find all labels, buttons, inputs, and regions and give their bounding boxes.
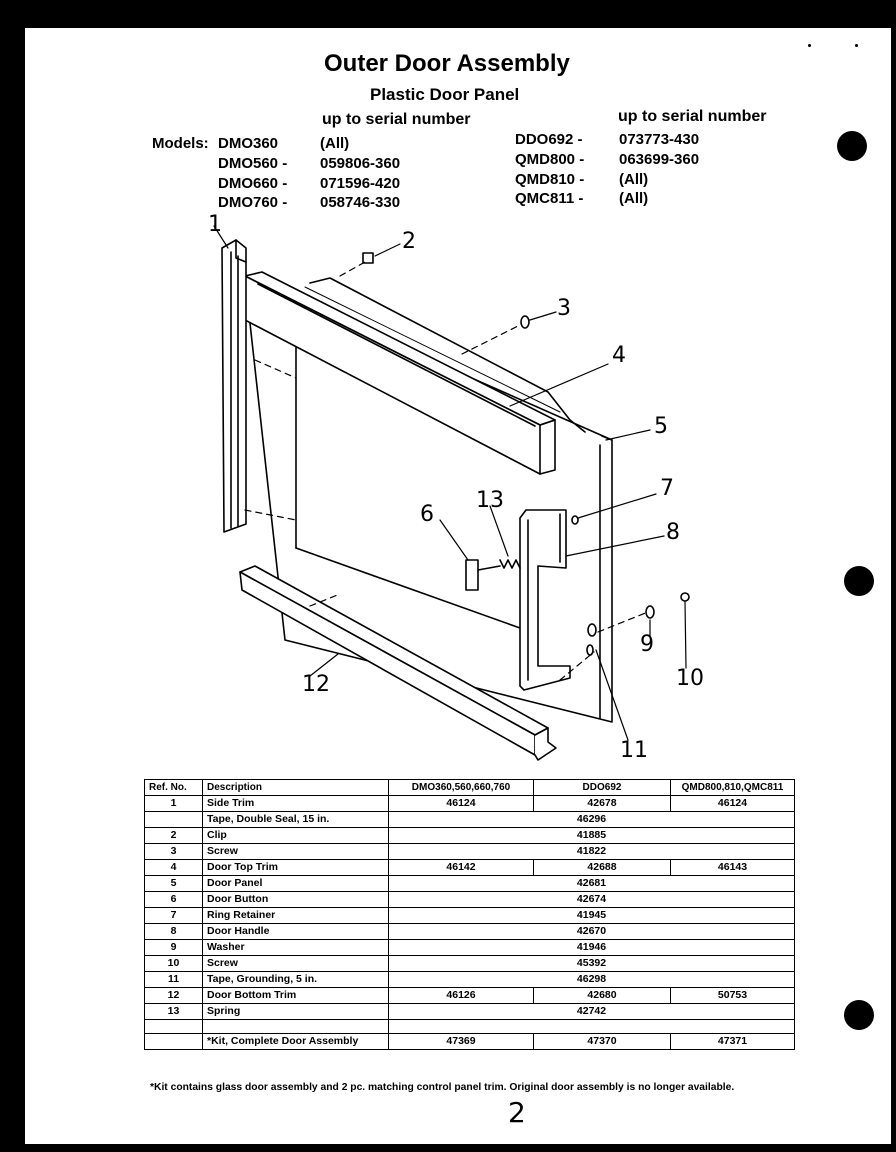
part-number-cell: 42742 <box>389 1004 795 1020</box>
table-row <box>145 876 795 892</box>
part-number-cell: 45392 <box>389 956 795 972</box>
description-cell: Clip <box>203 828 389 844</box>
model-name: DMO360 <box>218 135 279 152</box>
model-name: DDO692 - <box>515 131 583 148</box>
model-serial: (All) <box>619 190 649 207</box>
model-serial: 059806-360 <box>320 155 401 172</box>
table-row <box>145 812 795 828</box>
callout-label: 2 <box>402 229 416 254</box>
ref-cell: 2 <box>145 828 203 844</box>
part-number-cell: 42674 <box>389 892 795 908</box>
ref-cell: 9 <box>145 940 203 956</box>
part-number-cell <box>389 1020 795 1034</box>
table-row <box>145 1004 795 1020</box>
model-serial: 058746-330 <box>320 194 401 211</box>
table-row <box>145 844 795 860</box>
model-serial: 071596-420 <box>320 175 401 192</box>
part-number-cell: 47371 <box>671 1034 795 1050</box>
callout-label: 12 <box>302 672 330 697</box>
ref-cell: 3 <box>145 844 203 860</box>
model-name: DMO660 - <box>218 175 288 192</box>
model-name: QMD800 - <box>515 151 585 168</box>
ref-cell: 10 <box>145 956 203 972</box>
model-serial: 073773-430 <box>619 131 700 148</box>
callout-label: 9 <box>640 632 654 657</box>
model-name: QMD810 - <box>515 171 585 188</box>
part-number-cell: 46143 <box>671 860 795 876</box>
table-row <box>145 908 795 924</box>
description-cell: Screw <box>203 956 389 972</box>
part-number-cell: 42678 <box>534 796 671 812</box>
description-cell: Washer <box>203 940 389 956</box>
column-header: Description <box>203 780 389 796</box>
callout-label: 13 <box>476 488 504 513</box>
description-cell: Screw <box>203 844 389 860</box>
description-cell: Side Trim <box>203 796 389 812</box>
description-cell: Tape, Grounding, 5 in. <box>203 972 389 988</box>
table-row <box>145 1034 795 1050</box>
model-name: DMO760 - <box>218 194 288 211</box>
part-number-cell: 47369 <box>389 1034 534 1050</box>
description-cell: Door Top Trim <box>203 860 389 876</box>
ref-cell <box>145 1034 203 1050</box>
punch-hole-bottom <box>844 1000 874 1030</box>
ref-cell: 11 <box>145 972 203 988</box>
ref-cell: 7 <box>145 908 203 924</box>
callout-label: 7 <box>660 476 674 501</box>
description-cell: Door Panel <box>203 876 389 892</box>
page-subtitle: Plastic Door Panel <box>370 85 520 104</box>
column-header: QMD800,810,QMC811 <box>671 780 795 796</box>
table-row <box>145 924 795 940</box>
description-cell: *Kit, Complete Door Assembly <box>203 1034 389 1050</box>
models-label: Models: <box>152 135 209 152</box>
description-cell: Door Bottom Trim <box>203 988 389 1004</box>
table-row <box>145 860 795 876</box>
part-number-cell: 41945 <box>389 908 795 924</box>
parts-table <box>144 779 795 1050</box>
description-cell: Door Handle <box>203 924 389 940</box>
callout-label: 4 <box>612 343 626 368</box>
column-header: DDO692 <box>534 780 671 796</box>
description-cell: Tape, Double Seal, 15 in. <box>203 812 389 828</box>
description-cell: Door Button <box>203 892 389 908</box>
callout-label: 1 <box>208 212 222 237</box>
description-cell: Ring Retainer <box>203 908 389 924</box>
table-row <box>145 940 795 956</box>
description-cell: Spring <box>203 1004 389 1020</box>
table-row <box>145 828 795 844</box>
part-number-cell: 42688 <box>534 860 671 876</box>
callout-label: 5 <box>654 414 668 439</box>
model-name: QMC811 - <box>515 190 584 207</box>
ref-cell: 1 <box>145 796 203 812</box>
model-serial: (All) <box>320 135 350 152</box>
callout-label: 6 <box>420 502 434 527</box>
footnote: *Kit contains glass door assembly and 2 pc. matching control panel trim. Original door assembly is no longer available. <box>150 1082 735 1093</box>
ref-cell: 12 <box>145 988 203 1004</box>
ref-cell: 8 <box>145 924 203 940</box>
ref-cell <box>145 812 203 828</box>
table-row <box>145 1020 795 1034</box>
table-row <box>145 892 795 908</box>
ref-cell: 5 <box>145 876 203 892</box>
part-number-cell: 42681 <box>389 876 795 892</box>
callout-label: 10 <box>676 666 704 691</box>
model-serial: 063699-360 <box>619 151 700 168</box>
table-row <box>145 972 795 988</box>
ref-cell: 13 <box>145 1004 203 1020</box>
part-number-cell: 47370 <box>534 1034 671 1050</box>
callout-label: 11 <box>620 738 648 763</box>
serial-header-left: up to serial number <box>322 111 471 128</box>
part-number-cell: 46124 <box>389 796 534 812</box>
description-cell <box>203 1020 389 1034</box>
part-number-cell: 42680 <box>534 988 671 1004</box>
callout-label: 3 <box>557 296 571 321</box>
table-row <box>145 988 795 1004</box>
ref-cell: 4 <box>145 860 203 876</box>
table-row <box>145 796 795 812</box>
part-number-cell: 42670 <box>389 924 795 940</box>
table-header-row <box>145 780 795 796</box>
callout-label: 8 <box>666 520 680 545</box>
column-header: DMO360,560,660,760 <box>389 780 534 796</box>
part-number-cell: 46142 <box>389 860 534 876</box>
model-serial: (All) <box>619 171 649 188</box>
side-trim <box>222 240 246 532</box>
column-header: Ref. No. <box>145 780 203 796</box>
model-name: DMO560 - <box>218 155 288 172</box>
part-number-cell: 41822 <box>389 844 795 860</box>
part-number-cell: 41946 <box>389 940 795 956</box>
table-row <box>145 956 795 972</box>
part-number-cell: 50753 <box>671 988 795 1004</box>
part-number-cell: 46296 <box>389 812 795 828</box>
part-number-cell: 41885 <box>389 828 795 844</box>
part-number-cell: 46124 <box>671 796 795 812</box>
ref-cell <box>145 1020 203 1034</box>
serial-header-right: up to serial number <box>618 108 767 125</box>
part-number-cell: 46298 <box>389 972 795 988</box>
part-number-cell: 46126 <box>389 988 534 1004</box>
ref-cell: 6 <box>145 892 203 908</box>
page-number: 2 <box>508 1096 526 1129</box>
page-title: Outer Door Assembly <box>324 50 570 77</box>
